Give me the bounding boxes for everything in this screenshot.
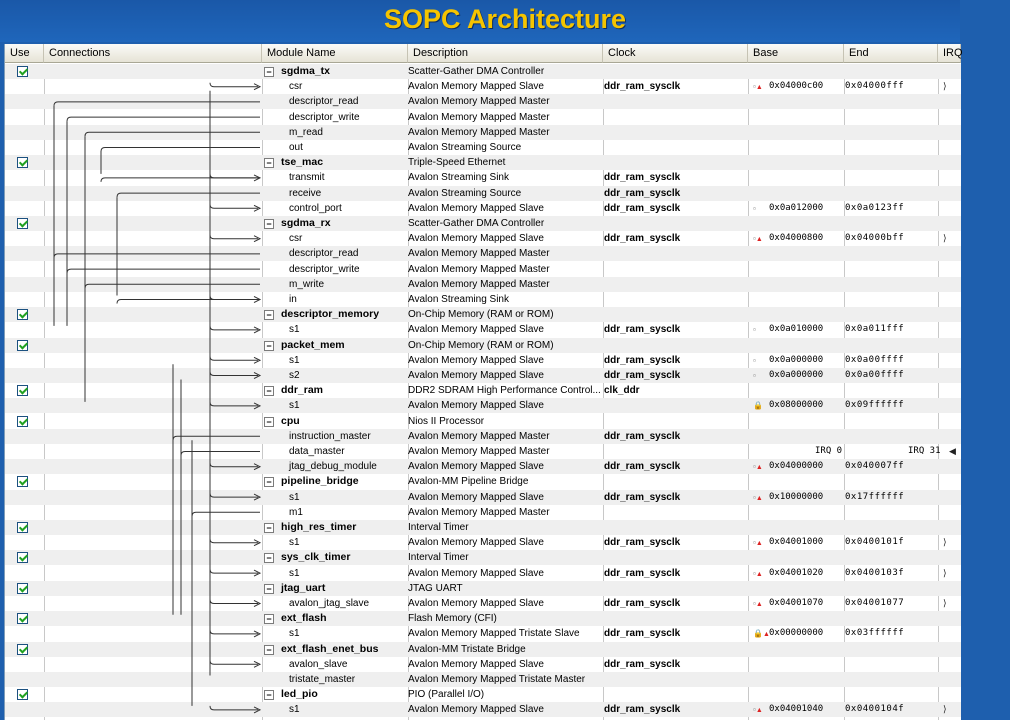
- base-address-cell[interactable]: 0x04000000: [769, 461, 824, 472]
- end-address-cell[interactable]: 0x0a00ffff: [845, 370, 905, 380]
- clock-cell[interactable]: ddr_ram_sysclk: [604, 202, 681, 214]
- clock-cell[interactable]: ddr_ram_sysclk: [604, 704, 681, 716]
- table-header: [5, 44, 961, 64]
- module-name-cell[interactable]: receive: [289, 187, 322, 199]
- module-name-cell[interactable]: s1: [289, 537, 300, 549]
- description-cell: Avalon Memory Mapped Slave: [408, 567, 544, 579]
- connection-line: [210, 326, 258, 330]
- description-cell: Avalon Memory Mapped Slave: [408, 400, 544, 412]
- description-cell: Avalon Streaming Source: [408, 187, 522, 199]
- clock-cell[interactable]: ddr_ram_sysclk: [604, 324, 681, 336]
- connection-line: [67, 117, 260, 121]
- module-name-cell[interactable]: transmit: [289, 172, 325, 184]
- connection-line: [210, 174, 258, 178]
- base-address-cell[interactable]: 0x00000000: [769, 628, 824, 639]
- lock-icon[interactable]: ▫▲: [753, 82, 763, 92]
- connection-line: [210, 600, 258, 604]
- end-address-cell[interactable]: 0x0400101f: [845, 537, 905, 548]
- end-address-cell[interactable]: 0x03ffffff: [845, 628, 905, 639]
- module-name-cell[interactable]: in: [289, 294, 297, 305]
- module-name-cell[interactable]: out: [289, 142, 303, 153]
- description-cell: Avalon Memory Mapped Master: [408, 446, 550, 457]
- connection-line: [85, 284, 260, 288]
- base-address-cell[interactable]: 0x0a010000: [769, 324, 824, 335]
- clock-cell[interactable]: ddr_ram_sysclk: [604, 461, 681, 473]
- description-cell: Avalon Memory Mapped Slave: [408, 354, 544, 366]
- description-cell: Avalon Memory Mapped Master: [408, 278, 550, 290]
- column-header-end[interactable]: End: [844, 44, 938, 63]
- column-header-description[interactable]: Description: [408, 44, 603, 63]
- end-address-cell[interactable]: 0x09ffffff: [845, 400, 905, 411]
- lock-icon[interactable]: ▫▲: [753, 568, 763, 578]
- column-header-irq[interactable]: IRQ: [938, 44, 961, 63]
- module-name-cell[interactable]: descriptor_memory: [281, 308, 380, 321]
- module-name-cell[interactable]: s1: [289, 324, 300, 336]
- connection-line: [181, 452, 260, 456]
- connection-line: [210, 402, 258, 406]
- clock-cell[interactable]: ddr_ram_sysclk: [604, 370, 681, 381]
- module-name-cell[interactable]: s1: [289, 628, 300, 640]
- base-address-cell[interactable]: 0x04001070: [769, 598, 824, 608]
- lock-icon[interactable]: ▫▲: [753, 234, 763, 244]
- module-name-cell[interactable]: csr: [289, 233, 303, 245]
- module-name-cell[interactable]: tristate_master: [289, 674, 356, 685]
- connection-line: [117, 300, 260, 304]
- irq-arrow-icon[interactable]: ⟩: [943, 598, 947, 608]
- module-name-cell[interactable]: cpu: [281, 414, 300, 427]
- connection-line: [210, 372, 258, 376]
- module-name-cell[interactable]: tse_mac: [281, 156, 324, 169]
- module-name-cell[interactable]: descriptor_read: [289, 248, 359, 260]
- description-cell: On-Chip Memory (RAM or ROM): [408, 309, 554, 321]
- lock-icon[interactable]: ▫▲: [753, 705, 763, 715]
- clock-cell[interactable]: ddr_ram_sysclk: [604, 81, 681, 93]
- lock-icon[interactable]: ▫: [753, 355, 756, 365]
- module-name-cell[interactable]: ext_flash: [281, 612, 327, 625]
- column-header-use[interactable]: Use: [5, 44, 44, 63]
- description-cell: Avalon Memory Mapped Master: [408, 430, 550, 442]
- description-cell: Avalon Memory Mapped Master: [408, 111, 550, 123]
- connection-line: [210, 706, 258, 710]
- module-name-cell[interactable]: s1: [289, 567, 300, 579]
- clock-cell[interactable]: ddr_ram_sysclk: [604, 172, 681, 184]
- lock-icon[interactable]: ▫▲: [753, 538, 763, 548]
- module-name-cell[interactable]: avalon_slave: [289, 658, 348, 670]
- description-cell: Avalon Memory Mapped Slave: [408, 81, 544, 93]
- connection-line: [54, 102, 260, 106]
- description-cell: JTAG UART: [408, 582, 463, 594]
- clock-cell[interactable]: ddr_ram_sysclk: [604, 598, 681, 609]
- collapse-toggle-icon[interactable]: −: [264, 477, 274, 487]
- connection-line: [210, 660, 258, 664]
- collapse-toggle-icon[interactable]: −: [264, 158, 274, 168]
- collapse-toggle-icon[interactable]: −: [264, 645, 274, 655]
- module-name-cell[interactable]: control_port: [289, 202, 342, 214]
- connection-line: [210, 296, 258, 300]
- irq-arrow-icon[interactable]: ⟩: [943, 567, 947, 578]
- module-name-cell[interactable]: sgdma_rx: [281, 217, 331, 229]
- connection-line: [85, 132, 260, 136]
- module-name-cell[interactable]: ddr_ram: [281, 384, 324, 397]
- module-name-cell[interactable]: m_read: [289, 126, 323, 138]
- description-cell: Avalon Streaming Sink: [408, 294, 509, 305]
- connection-line: [210, 204, 258, 208]
- irq-arrow-icon[interactable]: ⟩: [943, 233, 947, 244]
- module-name-cell[interactable]: s1: [289, 354, 300, 366]
- end-address-cell[interactable]: 0x0a0123ff: [845, 202, 905, 213]
- end-address-cell[interactable]: 0x0400103f: [845, 567, 905, 578]
- description-cell: PIO (Parallel I/O): [408, 689, 485, 701]
- irq-arrow-icon[interactable]: ⟩: [943, 537, 947, 548]
- module-name-cell[interactable]: descriptor_read: [289, 96, 359, 108]
- collapse-toggle-icon[interactable]: −: [264, 690, 274, 700]
- column-header-connections[interactable]: Connections: [44, 44, 262, 63]
- description-cell: Avalon Memory Mapped Master: [408, 248, 550, 260]
- irq-end-label: IRQ 31: [908, 446, 941, 456]
- module-name-cell[interactable]: sys_clk_timer: [281, 551, 351, 564]
- module-name-cell[interactable]: s1: [289, 400, 300, 412]
- base-address-cell[interactable]: 0x04000c00: [769, 81, 824, 92]
- connection-line: [210, 569, 258, 573]
- connection-line: [173, 436, 260, 440]
- collapse-toggle-icon[interactable]: −: [264, 523, 274, 533]
- irq-arrow-icon: ◀: [949, 446, 956, 456]
- description-cell: Avalon Memory Mapped Slave: [408, 202, 544, 214]
- module-name-cell[interactable]: csr: [289, 81, 303, 93]
- lock-icon[interactable]: 🔒: [753, 401, 763, 411]
- module-name-cell[interactable]: led_pio: [281, 688, 318, 701]
- description-cell: Avalon Memory Mapped Master: [408, 126, 550, 138]
- description-cell: DDR2 SDRAM High Performance Control...: [408, 385, 601, 397]
- description-cell: Scatter-Gather DMA Controller: [408, 66, 545, 77]
- module-name-cell[interactable]: instruction_master: [289, 430, 371, 442]
- description-cell: Avalon Memory Mapped Slave: [408, 461, 544, 473]
- end-address-cell[interactable]: 0x17ffffff: [845, 491, 905, 502]
- collapse-toggle-icon[interactable]: −: [264, 341, 274, 351]
- description-cell: Avalon Memory Mapped Slave: [408, 537, 544, 549]
- description-cell: Triple-Speed Ethernet: [408, 157, 506, 169]
- column-header-clock[interactable]: Clock: [603, 44, 748, 63]
- description-cell: Interval Timer: [408, 552, 469, 564]
- module-name-cell[interactable]: descriptor_write: [289, 111, 360, 123]
- collapse-toggle-icon[interactable]: −: [264, 219, 274, 229]
- description-cell: Flash Memory (CFI): [408, 613, 497, 625]
- module-name-cell[interactable]: avalon_jtag_slave: [289, 598, 370, 609]
- base-address-cell[interactable]: 0x10000000: [769, 491, 824, 502]
- clock-cell[interactable]: ddr_ram_sysclk: [604, 567, 681, 579]
- connection-line: [210, 630, 258, 634]
- connection-line: [67, 269, 260, 273]
- base-address-cell[interactable]: 0x0a000000: [769, 370, 824, 380]
- lock-icon[interactable]: 🔒▲: [753, 629, 770, 639]
- description-cell: Avalon Memory Mapped Slave: [408, 598, 544, 609]
- connection-line: [210, 539, 258, 543]
- module-name-cell[interactable]: jtag_debug_module: [289, 461, 377, 473]
- module-name-cell[interactable]: s1: [289, 491, 300, 503]
- module-name-cell[interactable]: jtag_uart: [281, 581, 326, 594]
- module-name-cell[interactable]: s2: [289, 370, 300, 381]
- end-address-cell[interactable]: 0x0a011fff: [845, 324, 905, 335]
- module-name-cell[interactable]: high_res_timer: [281, 521, 357, 533]
- description-cell: Avalon Streaming Sink: [408, 172, 509, 184]
- lock-icon[interactable]: ▫▲: [753, 599, 763, 608]
- description-cell: Avalon Memory Mapped Slave: [408, 491, 544, 503]
- description-cell: Nios II Processor: [408, 415, 485, 427]
- connection-line: [192, 512, 260, 516]
- lock-icon[interactable]: ▫: [753, 203, 756, 213]
- base-address-cell[interactable]: 0x0a012000: [769, 202, 824, 213]
- irq-start-label: IRQ 0: [815, 446, 843, 456]
- description-cell: Avalon Memory Mapped Tristate Slave: [408, 628, 580, 640]
- base-address-cell[interactable]: 0x04001020: [769, 567, 824, 578]
- clock-cell[interactable]: ddr_ram_sysclk: [604, 430, 681, 442]
- irq-arrow-icon[interactable]: ⟩: [943, 81, 947, 92]
- clock-cell[interactable]: ddr_ram_sysclk: [604, 628, 681, 640]
- description-cell: Avalon Memory Mapped Slave: [408, 370, 544, 381]
- end-address-cell[interactable]: 0x0400104f: [845, 704, 905, 715]
- module-name-cell[interactable]: data_master: [289, 446, 345, 457]
- description-cell: Avalon Memory Mapped Tristate Master: [408, 674, 586, 685]
- collapse-toggle-icon[interactable]: −: [264, 553, 274, 563]
- end-address-cell[interactable]: 0x04000fff: [845, 81, 905, 92]
- module-name-cell[interactable]: m_write: [289, 278, 325, 290]
- lock-icon[interactable]: ▫: [753, 371, 756, 380]
- column-header-module-name[interactable]: Module Name: [262, 44, 408, 63]
- clock-cell[interactable]: ddr_ram_sysclk: [604, 491, 681, 503]
- lock-icon[interactable]: ▫: [753, 325, 756, 335]
- base-address-cell[interactable]: 0x0a000000: [769, 354, 824, 365]
- end-address-cell[interactable]: 0x04001077: [845, 598, 905, 608]
- connection-line: [210, 83, 258, 87]
- description-cell: On-Chip Memory (RAM or ROM): [408, 339, 554, 351]
- module-name-cell[interactable]: packet_mem: [281, 338, 345, 351]
- module-name-cell[interactable]: s1: [289, 704, 300, 716]
- connections-graph: [5, 64, 265, 720]
- clock-cell[interactable]: ddr_ram_sysclk: [604, 354, 681, 366]
- clock-cell[interactable]: ddr_ram_sysclk: [604, 537, 681, 549]
- clock-cell[interactable]: ddr_ram_sysclk: [604, 658, 681, 670]
- end-address-cell[interactable]: 0x040007ff: [845, 461, 905, 472]
- collapse-toggle-icon[interactable]: −: [264, 614, 274, 624]
- end-address-cell[interactable]: 0x0a00ffff: [845, 354, 905, 365]
- module-name-cell[interactable]: sgdma_tx: [281, 65, 331, 77]
- description-cell: Avalon Memory Mapped Slave: [408, 233, 544, 245]
- base-address-cell[interactable]: 0x04001040: [769, 704, 824, 715]
- connection-line: [210, 463, 258, 467]
- description-cell: Avalon-MM Pipeline Bridge: [408, 476, 529, 488]
- description-cell: Avalon Memory Mapped Master: [408, 263, 550, 275]
- sopc-component-table: [4, 44, 961, 720]
- module-name-cell[interactable]: ext_flash_enet_bus: [281, 642, 379, 655]
- clock-cell[interactable]: ddr_ram_sysclk: [604, 233, 681, 245]
- connection-line: [210, 356, 258, 360]
- module-name-cell[interactable]: m1: [289, 506, 303, 518]
- collapse-toggle-icon[interactable]: −: [264, 310, 274, 320]
- description-cell: Avalon Memory Mapped Slave: [408, 324, 544, 336]
- base-address-cell[interactable]: 0x04000800: [769, 233, 824, 244]
- collapse-toggle-icon[interactable]: −: [264, 584, 274, 594]
- description-cell: Interval Timer: [408, 522, 469, 533]
- description-cell: Scatter-Gather DMA Controller: [408, 218, 545, 229]
- connection-line: [210, 493, 258, 497]
- module-name-cell[interactable]: pipeline_bridge: [281, 475, 359, 488]
- end-address-cell[interactable]: 0x04000bff: [845, 233, 905, 244]
- collapse-toggle-icon[interactable]: −: [264, 67, 274, 77]
- lock-icon[interactable]: ▫▲: [753, 462, 763, 472]
- collapse-toggle-icon[interactable]: −: [264, 386, 274, 396]
- description-cell: Avalon Memory Mapped Slave: [408, 658, 544, 670]
- clock-cell[interactable]: clk_ddr: [604, 385, 640, 397]
- description-cell: Avalon-MM Tristate Bridge: [408, 643, 526, 655]
- connection-line: [101, 178, 260, 182]
- clock-cell[interactable]: ddr_ram_sysclk: [604, 187, 681, 199]
- description-cell: Avalon Streaming Source: [408, 142, 522, 153]
- irq-arrow-icon[interactable]: ⟩: [943, 704, 947, 715]
- collapse-toggle-icon[interactable]: −: [264, 417, 274, 427]
- connection-line: [101, 148, 260, 152]
- connection-line: [210, 235, 258, 239]
- connection-line: [117, 193, 260, 197]
- description-cell: Avalon Memory Mapped Master: [408, 506, 550, 518]
- column-header-base[interactable]: Base: [748, 44, 844, 63]
- base-address-cell[interactable]: 0x08000000: [769, 400, 824, 411]
- lock-icon[interactable]: ▫▲: [753, 492, 763, 502]
- title-banner: [0, 0, 960, 42]
- page-title: SOPC Architecture: [383, 4, 627, 34]
- description-cell: Avalon Memory Mapped Master: [408, 96, 550, 108]
- module-name-cell[interactable]: descriptor_write: [289, 263, 360, 275]
- description-cell: Avalon Memory Mapped Slave: [408, 704, 544, 716]
- base-address-cell[interactable]: 0x04001000: [769, 537, 824, 548]
